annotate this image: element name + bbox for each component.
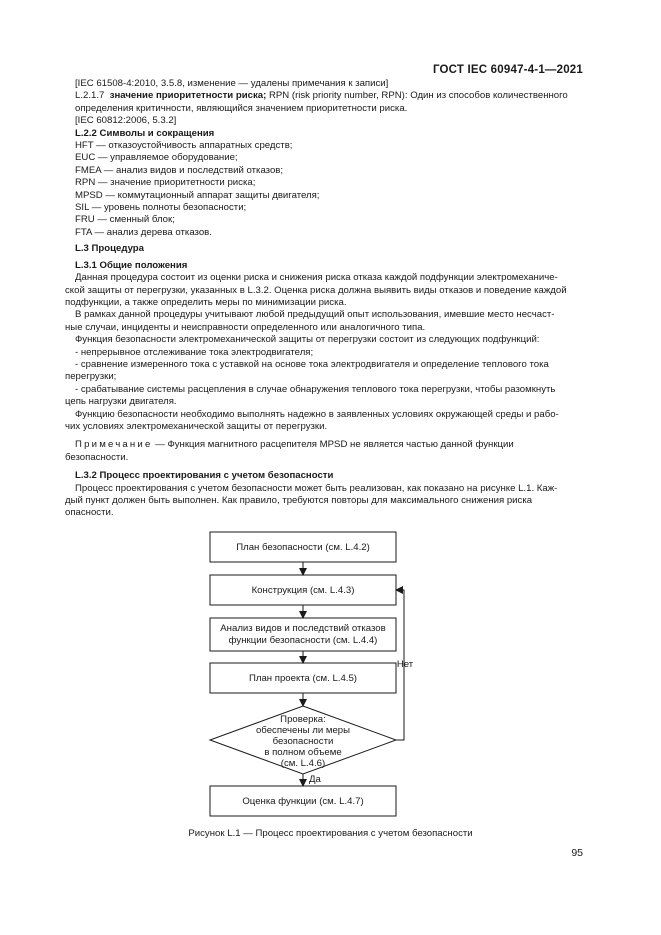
paragraph-line: Функция безопасности электромеханической защиты от перегрузки состоит из следующих подфункций: (75, 334, 540, 346)
paragraph-line: Функцию безопасности необходимо выполнять надежно в заявленных условиях окружающей среды и рабо- (75, 408, 559, 420)
list-item: - срабатывание системы расцепления в случае обнаружения теплового тока перегрузки, чтобы разомкнуть (75, 383, 556, 395)
diamond-label: (см. L.4.6) (280, 758, 326, 769)
abbreviation-item: HFT — отказоустойчивость аппаратных средств; (75, 140, 293, 152)
abbreviation-item: FMEA — анализ видов и последствий отказов; (75, 164, 284, 176)
page-number: 95 (571, 847, 583, 859)
section-heading: L.3 Процедура (75, 243, 144, 255)
term-name: значение приоритетности риска; (109, 90, 267, 102)
diamond-label: в полном объеме (264, 747, 342, 758)
citation: [IEC 60812:2006, 5.3.2] (75, 115, 177, 127)
box-design-label: Конструкция (см. L.4.3) (251, 585, 355, 596)
standard-header: ГОСТ IEC 60947-4-1—2021 (432, 64, 583, 76)
box-evaluation-label: Оценка функции (см. L.4.7) (242, 796, 364, 807)
term-definition-cont: определения критичности, являющийся значением приоритетности риска. (75, 102, 408, 114)
diamond-label: Проверка: (280, 714, 326, 725)
abbreviation-item: MPSD — коммутационный аппарат защиты двигателя; (75, 189, 320, 201)
list-item-cont: цепь нагрузки двигателя. (65, 396, 177, 408)
diamond-label: обеспечены ли меры (255, 725, 351, 736)
term-number: L.2.1.7 (75, 90, 105, 102)
abbreviation-item: RPN — значение приоритетности риска; (75, 177, 256, 189)
box-safety-plan-label: План безопасности (см. L.4.2) (236, 542, 370, 553)
no-label: Нет (396, 659, 414, 670)
paragraph-line: подфункции, а также определить меры по минимизации риска. (65, 296, 347, 308)
subsection-heading: L.3.1 Общие положения (75, 259, 188, 271)
paragraph-line: Данная процедура состоит из оценки риска и снижения риска отказа каждой подфункции электромеханиче- (75, 272, 558, 284)
abbreviation-item: FTA — анализ дерева отказов. (75, 226, 212, 238)
paragraph-line: чих условиях электромеханической защиты от перегрузки. (65, 420, 328, 432)
list-item: - непрерывное отслеживание тока электродвигателя; (75, 346, 314, 358)
figure-caption: Рисунок L.1 — Процесс проектирования с учетом безопасности (188, 828, 473, 839)
paragraph-line: ской защиты от перегрузки, указанных в L.3.2. Оценка риска должна выявить виды отказов и поведение каждой (65, 284, 567, 296)
abbreviation-item: EUC — управляемое оборудование; (75, 152, 238, 164)
paragraph-line: В рамках данной процедуры учитывают любой предыдущий опыт использования, имевшие место несчаст- (75, 309, 555, 321)
abbreviation-item: FRU — сменный блок; (75, 214, 175, 226)
box-fmea-label: функции безопасности (см. L.4.4) (228, 635, 378, 646)
paragraph-line: дый пункт должен быть выполнен. Как правило, требуются повторы для максимального снижения риска опасности. (65, 495, 533, 519)
note-label: Примечание (75, 439, 153, 451)
list-item-cont: перегрузки; (65, 371, 117, 383)
yes-label: Да (309, 774, 321, 785)
list-item: - сравнение измеренного тока с уставкой на основе тока электродвигателя и определение теплового тока (75, 358, 549, 370)
subsection-heading: L.3.2 Процесс проектирования с учетом безопасности (75, 470, 334, 482)
diamond-label: безопасности (272, 736, 334, 747)
term-text: RPN (risk priority number, RPN): Один из способов количественного (266, 90, 568, 102)
section-heading: L.2.2 Символы и сокращения (75, 127, 215, 139)
paragraph-line: Процесс проектирования с учетом безопасности может быть реализован, как показано на рисунке L.1. Каж- (75, 482, 558, 494)
paragraph-line: ные случаи, инциденты и неисправности определенного или аналогичного типа. (65, 321, 426, 333)
box-fmea-label: Анализ видов и последствий отказов (220, 623, 386, 634)
abbreviation-item: SIL — уровень полноты безопасности; (75, 202, 247, 214)
box-project-plan-label: План проекта (см. L.4.5) (248, 673, 358, 684)
note-text: — Функция магнитного расцепителя MPSD не является частью данной функции (152, 439, 514, 451)
note-cont: безопасности. (65, 451, 129, 463)
citation: [IEC 61508-4:2010, 3.5.8, изменение — удалены примечания к записи] (75, 78, 389, 89)
